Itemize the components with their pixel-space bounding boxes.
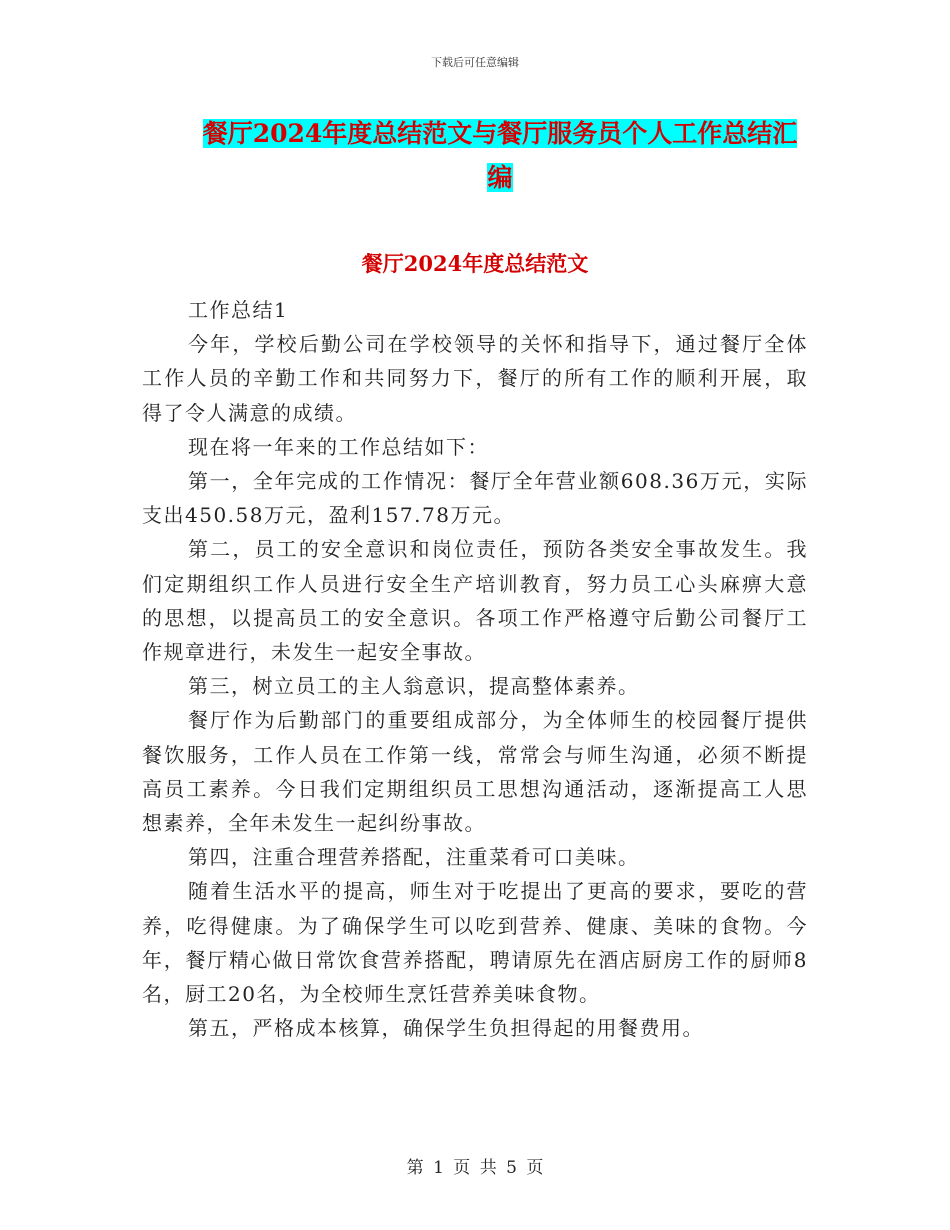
page-footer: 第 1 页 共 5 页 — [406, 1158, 544, 1178]
paragraph: 第二，员工的安全意识和岗位责任，预防各类安全事故发生。我们定期组织工作人员进行安全生产培训教育，努力员工心头麻痹大意的思想，以提高员工的安全意识。各项工作严格遵守后勤公司餐厅工作规章进行，未发生一起安全事故。 — [142, 537, 808, 665]
document-title-line-1: 餐厅2024年度总结范文与餐厅服务员个人工作总结汇 — [202, 119, 798, 148]
paragraph: 工作总结1 — [188, 298, 289, 322]
paragraph: 随着生活水平的提高，师生对于吃提出了更高的要求，要吃的营养，吃得健康。为了确保学生可以吃到营养、健康、美味的食物。今年，餐厅精心做日常饮食营养搭配，聘请原先在酒店厨房工作的厨师8名，厨工20名，为全校师生烹饪营养美味食物。 — [142, 879, 808, 1007]
paragraph: 第四，注重合理营养搭配，注重菜肴可口美味。 — [188, 845, 640, 870]
paragraph: 今年，学校后勤公司在学校领导的关怀和指导下，通过餐厅全体工作人员的辛勤工作和共同努力下，餐厅的所有工作的顺利开展，取得了令人满意的成绩。 — [142, 332, 808, 425]
document-title — [140, 112, 860, 200]
paragraph: 第一，全年完成的工作情况：餐厅全年营业额608.36万元，实际支出450.58万元，盈利157.78万元。 — [142, 469, 808, 528]
paragraph: 餐厅作为后勤部门的重要组成部分，为全体师生的校园餐厅提供餐饮服务，工作人员在工作第一线，常常会与师生沟通，必须不断提高员工素养。今日我们定期组织员工思想沟通活动，逐渐提高工人思想素养，全年未发生一起纠纷事故。 — [142, 708, 808, 836]
paragraph: 第五，严格成本核算，确保学生负担得起的用餐费用。 — [188, 1016, 704, 1041]
document-title-line-2: 编 — [487, 163, 513, 192]
section-title: 餐厅2024年度总结范文 — [361, 251, 589, 276]
document-body — [142, 293, 808, 1045]
paragraph: 第三，树立员工的主人翁意识，提高整体素养。 — [188, 674, 640, 699]
paragraph: 现在将一年来的工作总结如下： — [188, 434, 489, 459]
header-note: 下载后可任意编辑 — [431, 56, 519, 69]
